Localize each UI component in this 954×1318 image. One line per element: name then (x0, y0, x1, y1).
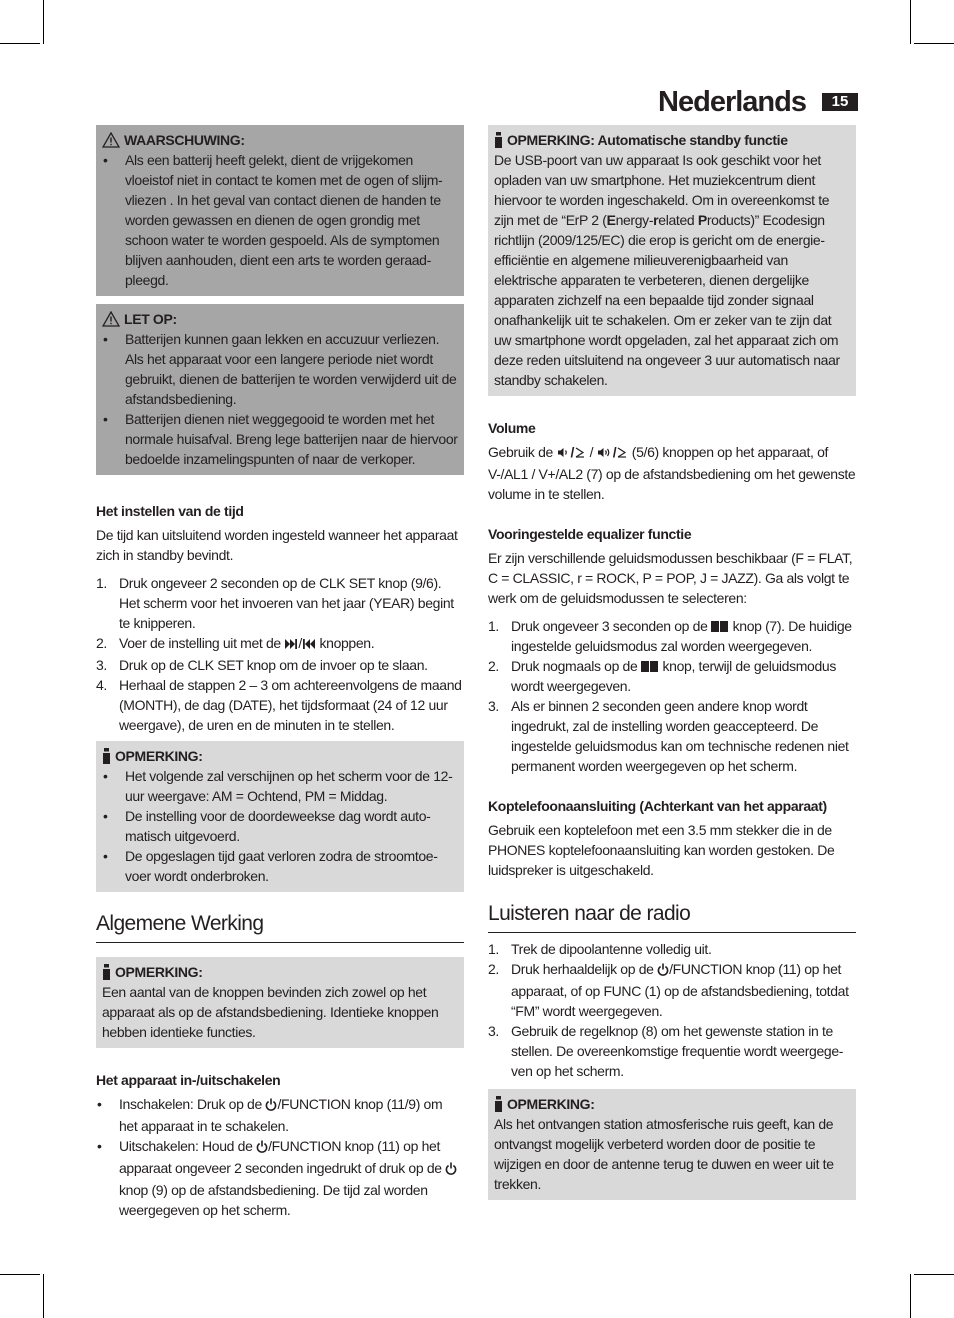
crop-mark (43, 1274, 44, 1318)
power-list (96, 1094, 464, 1220)
volume-down-outline-icon (574, 444, 586, 464)
list-item: 3. Druk op de CLK SET knop om de invoer op te slaan. (96, 657, 428, 673)
crop-mark (0, 43, 40, 44)
note-box (96, 741, 464, 892)
note-box (96, 957, 464, 1048)
caution-box (96, 304, 464, 475)
crop-mark (0, 1274, 40, 1275)
right-column (488, 125, 856, 1208)
note-title: OPMERKING: (115, 964, 203, 980)
skip-forward-icon (284, 635, 298, 655)
list-item: • Batterijen dienen niet weggegooid te worden met het normale huisafval. Breng lege batterijen naar de hiervoor bedoelde inzamelingspunten of naar de verkoper. (102, 409, 458, 469)
list-item: • Het volgende zal verschijnen op het scherm voor de 12-uur weergave: AM = Ochtend, PM = Middag. (102, 766, 458, 806)
paragraph: Er zijn verschillende geluidsmodussen beschikbaar (F = FLAT, C = CLASSIC, r = ROCK, P = POP, J = JAZZ). Ga als volgt te werk om de geluidsmodussen te selecteren: (488, 550, 853, 606)
list-item: • Batterijen kunnen gaan lekken en accuzuur verliezen. Als het apparaat voor een langere periode niet wordt gebruikt, dienen de batterijen te worden verwijderd uit de afstandsbediening. (102, 329, 458, 409)
language-title: Nederlands (658, 86, 806, 118)
power-icon (256, 1138, 268, 1158)
warning-triangle-icon (102, 311, 120, 327)
list-item: 3. Als er binnen 2 seconden geen andere knop wordt ingedrukt, zal de instelling worden geaccepteerd. De ingestelde geluidsmodus kan om technische redenen niet permanent worden weergegeven op het scherm. (488, 698, 849, 774)
paragraph: Gebruik een koptelefoon met een 3.5 mm stekker die in de PHONES koptelefoonaansluiting kan worden gestoken. De luidspreker is uitgeschakeld. (488, 822, 835, 878)
list-item: 1. Druk ongeveer 3 seconden op de knop (7). De huidige ingestelde geluidsmodus zal worden weergegeven. (488, 618, 852, 654)
page-header (658, 84, 858, 120)
eq-icon (641, 658, 659, 674)
info-icon (494, 1096, 503, 1112)
info-icon (102, 748, 111, 764)
warning-title: WAARSCHUWING: (124, 132, 245, 148)
left-column (96, 125, 464, 1220)
list-item: • De opgeslagen tijd gaat verloren zodra de stroomtoevoer wordt onderbroken. (102, 846, 458, 886)
crop-mark (910, 1274, 911, 1318)
crop-mark (914, 43, 954, 44)
list-item: 3. Gebruik de regelknop (8) om het gewenste station in te stellen. De overeenkomstige frequentie wordt weergegeven op het scherm. (488, 1023, 844, 1079)
list-item: • Inschakelen: Druk op de /FUNCTION knop (11/9) om het apparaat in te schakelen. (96, 1094, 464, 1136)
note-text: Een aantal van de knoppen bevinden zich zowel op het apparaat als op de afstandsbediening. Identieke knoppen hebben identieke functies. (102, 984, 439, 1040)
list-item: 1. Trek de dipoolantenne volledig uit. (488, 941, 712, 957)
info-icon (494, 132, 503, 148)
skip-back-icon (302, 635, 316, 655)
section-title: Het instellen van de tijd (96, 503, 244, 519)
note-box (488, 1089, 856, 1200)
section-heading: Luisteren naar de radio (488, 900, 856, 933)
list-item: 2. Voer de instelling uit met de / knoppen. (96, 633, 464, 655)
paragraph: Gebruik de / / / (5/6) knoppen op het apparaat, of V-/AL1 / V+/AL2 (7) op de afstandsbediening om het gewenste volume in te stellen. (488, 444, 856, 502)
power-icon (657, 961, 669, 981)
standby-note-box (488, 125, 856, 396)
list-item: • Uitschakelen: Houd de /FUNCTION knop (11) op het apparaat ongeveer 2 seconden ingedrukt of druk op de knop (9) op de afstandsbediening. De tijd zal worden weergegeven op het scherm. (96, 1136, 464, 1220)
volume-up-outline-icon (616, 444, 628, 464)
list-item: 1. Druk ongeveer 2 seconden op de CLK SET knop (9/6). Het scherm voor het invoeren van het jaar (YEAR) begint te knipperen. (96, 575, 454, 631)
list-item: 4. Herhaal de stappen 2 – 3 om achtereenvolgens de maand (MONTH), de dag (DATE), het tijdsformaat (24 of 12 uur weergave), de uren en de minuten in te stellen. (96, 677, 462, 733)
radio-steps (488, 939, 856, 1081)
caution-title: LET OP: (124, 311, 177, 327)
note-text: De USB-poort van uw apparaat Is ook geschikt voor het opladen van uw smartphone. Het muziekcentrum dient hiervoor te worden ingeschakeld. Om in overeenkomst te zijn met de “ErP 2 (Energy-related Products)” Ecodesign richtlijn (2009/125/EC) die erop is gericht om de energie-efficiëntie en algemene milieuverenigbaarheid van elektrische apparaten te verbeteren, dienen dergelijke apparaten zichzelf na een bepaalde tijd zonder signaal onafhankelijk uit te schakelen. Om er zeker van te zijn dat uw smartphone wordt opgeladen, zal het apparaat zich om deze reden uitsluitend na ongeveer 3 uur automatisch naar standby schakelen. (494, 152, 840, 388)
list-item: • De instelling voor de doordeweekse dag wordt automatisch uitgevoerd. (102, 806, 458, 846)
list-item: 2. Druk nogmaals op de knop, terwijl de geluidsmodus wordt weergegeven. (488, 658, 837, 694)
section-title: Koptelefoonaansluiting (Achterkant van het apparaat) (488, 798, 827, 814)
eq-steps (488, 616, 856, 776)
note-title: OPMERKING: Automatische standby functie (507, 132, 788, 148)
eq-icon (711, 618, 729, 634)
warning-box (96, 125, 464, 296)
section-title: Volume (488, 420, 536, 436)
note-title: OPMERKING: (115, 748, 203, 764)
list-item: • Als een batterij heeft gelekt, dient de vrijgekomen vloeistof niet in contact te komen met de ogen of slijmvliezen . In het geval van contact dienen de handen te worden gewassen en dienen de ogen grondig met schoon water te worden gespoeld. Als de symptomen blijven aanhouden, dient een arts te worden geraadpleegd. (102, 150, 458, 290)
crop-mark (914, 1274, 954, 1275)
section-title: Vooringestelde equalizer functie (488, 526, 692, 542)
power-icon (265, 1096, 277, 1116)
crop-mark (43, 0, 44, 44)
crop-mark (910, 0, 911, 44)
warning-triangle-icon (102, 132, 120, 148)
info-icon (102, 964, 111, 980)
power-icon (445, 1160, 457, 1180)
time-steps (96, 573, 464, 735)
volume-down-icon (557, 444, 571, 464)
section-heading: Algemene Werking (96, 910, 464, 943)
note-text: Als het ontvangen station atmosferische ruis geeft, kan de ontvangst mogelijk verbeterd worden door de positie te wijzigen en door de antenne terug te duwen en weer uit te trekken. (494, 1116, 834, 1192)
page-number: 15 (822, 93, 858, 111)
list-item: 2. Druk herhaaldelijk op de /FUNCTION knop (11) op het apparaat, of op FUNC (1) op de afstandsbediening, totdat “FM” wordt weergegeven. (488, 961, 849, 1019)
volume-up-icon (597, 444, 613, 464)
note-title: OPMERKING: (507, 1096, 595, 1112)
section-title: Het apparaat in-/uitschakelen (96, 1072, 281, 1088)
paragraph: De tijd kan uitsluitend worden ingesteld wanneer het apparaat zich in standby bevindt. (96, 527, 458, 563)
